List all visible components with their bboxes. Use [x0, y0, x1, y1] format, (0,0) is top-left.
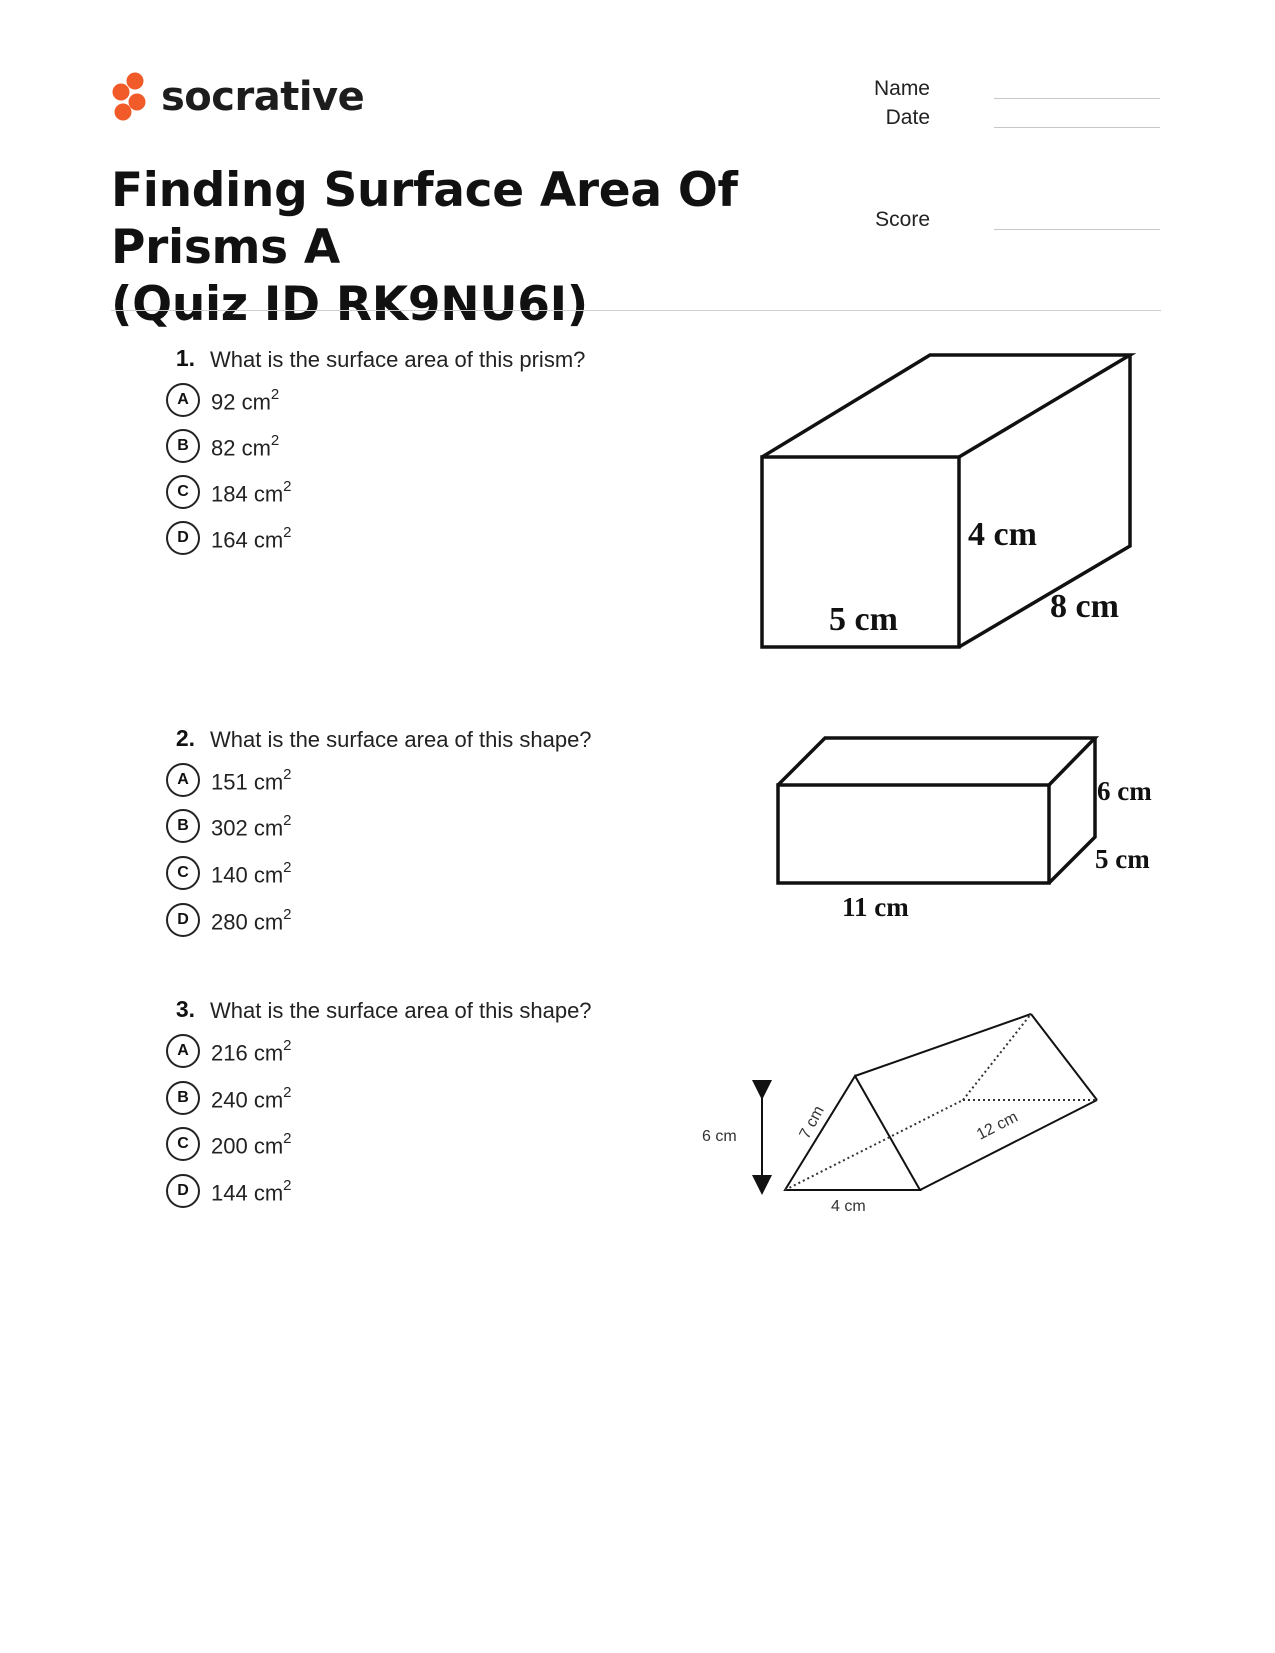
name-field[interactable]	[994, 98, 1160, 99]
choice-text: 140 cm	[211, 862, 284, 888]
choice-exponent: 2	[270, 386, 280, 403]
brand-name: socrative	[161, 74, 365, 120]
question-1-text: What is the surface area of this prism?	[210, 347, 586, 372]
prism-length-label: 12 cm	[974, 1108, 1021, 1144]
choice-text: 280 cm	[211, 909, 284, 935]
triangle-height-label: 6 cm	[702, 1128, 737, 1145]
box-width-label: 11 cm	[842, 892, 909, 922]
choice-text: 92 cm	[211, 389, 271, 415]
box-front-face	[778, 785, 1049, 883]
choice-exponent: 2	[283, 859, 292, 876]
question-3-number: 3.	[175, 996, 195, 1022]
choice-exponent: 2	[270, 432, 280, 449]
box-top-face	[778, 738, 1095, 785]
choice-text: 240 cm	[211, 1087, 284, 1113]
choice-bubble[interactable]: C	[166, 1127, 200, 1161]
choice-bubble[interactable]: D	[166, 1174, 200, 1208]
name-label: Name	[873, 77, 930, 100]
choice-bubble[interactable]: B	[166, 429, 200, 463]
socrative-logo-icon	[111, 72, 151, 124]
choice-exponent: 2	[283, 1130, 292, 1147]
question-2-text: What is the surface area of this shape?	[210, 727, 592, 752]
choice-text: 164 cm	[211, 527, 284, 553]
choice-bubble[interactable]: B	[166, 1081, 200, 1115]
choice-exponent: 2	[283, 766, 292, 783]
choice-text: 216 cm	[211, 1040, 284, 1066]
prism-depth-label: 8 cm	[1050, 588, 1119, 625]
socrative-logo	[111, 72, 365, 124]
title-line-1: Finding Surface Area Of Prisms A	[111, 163, 738, 275]
prism-top-face	[762, 355, 1130, 457]
choice-text: 151 cm	[211, 769, 284, 795]
choice-exponent: 2	[283, 906, 292, 923]
choice-exponent: 2	[283, 478, 292, 495]
date-field[interactable]	[994, 127, 1160, 128]
choice-bubble[interactable]: A	[166, 1034, 200, 1068]
date-label: Date	[885, 106, 930, 129]
choice-exponent: 2	[283, 1084, 292, 1101]
choice-text: 144 cm	[211, 1180, 284, 1206]
box-depth-label: 5 cm	[1095, 844, 1150, 874]
question-3-text: What is the surface area of this shape?	[210, 998, 592, 1023]
choice-bubble[interactable]: C	[166, 856, 200, 890]
choice-bubble[interactable]: A	[166, 763, 200, 797]
choice-text: 184 cm	[211, 481, 284, 507]
choice-bubble[interactable]: B	[166, 809, 200, 843]
header-divider	[111, 310, 1161, 311]
choice-text: 302 cm	[211, 815, 284, 841]
choice-text: 82 cm	[211, 435, 271, 461]
prism-top-edge	[855, 1014, 1031, 1076]
choice-bubble[interactable]: D	[166, 521, 200, 555]
choice-bubble[interactable]: C	[166, 475, 200, 509]
choice-bubble[interactable]: D	[166, 903, 200, 937]
choice-exponent: 2	[283, 812, 292, 829]
question-3-triangular-prism-figure	[690, 990, 1110, 1230]
question-2-number: 2.	[175, 725, 195, 751]
triangle-slant-label: 7 cm	[796, 1103, 828, 1142]
box-height-label: 6 cm	[1097, 776, 1152, 806]
score-field[interactable]	[994, 229, 1160, 230]
choice-text: 200 cm	[211, 1133, 284, 1159]
triangle-base-label: 4 cm	[831, 1198, 866, 1215]
score-label: Score	[875, 208, 930, 231]
prism-back-right-edge	[1031, 1014, 1097, 1100]
prism-width-label: 5 cm	[829, 601, 898, 638]
prism-height-label: 4 cm	[968, 516, 1037, 553]
page-title	[111, 162, 911, 333]
choice-exponent: 2	[283, 1177, 292, 1194]
choice-bubble[interactable]: A	[166, 383, 200, 417]
title-line-2: (Quiz ID RK9NU6I)	[111, 277, 588, 332]
choice-exponent: 2	[283, 524, 292, 541]
question-1-number: 1.	[175, 345, 195, 371]
question-2-box-figure	[740, 720, 1160, 930]
question-1-prism-figure	[740, 340, 1140, 650]
choice-exponent: 2	[283, 1037, 292, 1054]
